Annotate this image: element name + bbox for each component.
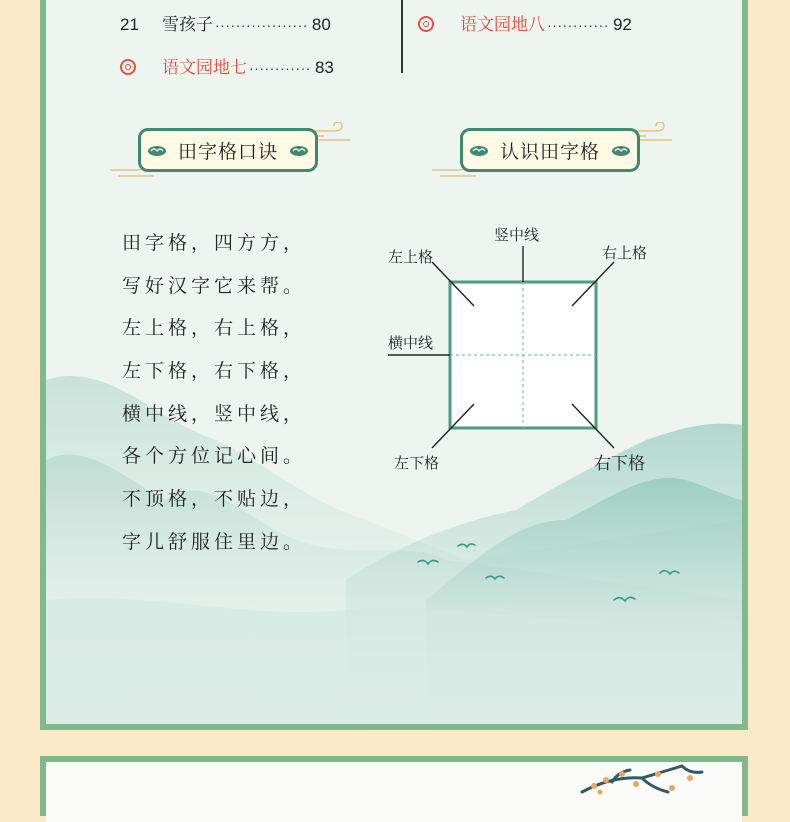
label-vertical-center-line: 竖中线 bbox=[494, 226, 540, 244]
badge-title: 认识田字格 bbox=[499, 140, 600, 163]
page-content bbox=[46, 0, 742, 724]
label-bottom-left-cell: 左下格 bbox=[394, 454, 440, 472]
toc-divider bbox=[401, 0, 403, 73]
toc-page-number: 80 bbox=[311, 15, 331, 34]
badge-box bbox=[460, 128, 640, 172]
poem-line: 左上格，右上格， bbox=[122, 317, 307, 340]
toc-title: 雪孩子 bbox=[162, 15, 213, 35]
poem-line: 写好汉字它来帮。 bbox=[122, 274, 307, 297]
toc-item-yuwen-8[interactable] bbox=[418, 10, 632, 34]
poem-line: 不顶格，不贴边， bbox=[122, 488, 307, 511]
toc-item-yuwen-7[interactable] bbox=[120, 53, 334, 77]
toc-page-number: 83 bbox=[314, 58, 334, 77]
label-top-left-cell: 左上格 bbox=[388, 248, 434, 266]
toc-leader: ·················· bbox=[215, 17, 308, 33]
label-horizontal-center-line: 横中线 bbox=[388, 334, 434, 352]
section-badge-mnemonic bbox=[124, 128, 346, 172]
toc-leader: ············ bbox=[547, 17, 609, 33]
page-frame bbox=[40, 0, 748, 730]
toc-page-number: 92 bbox=[612, 15, 632, 34]
poem-line: 各个方位记心间。 bbox=[122, 445, 307, 468]
cloud-ornament-icon bbox=[289, 143, 309, 157]
poem-line: 横中线，竖中线， bbox=[122, 402, 307, 425]
branch-icon bbox=[572, 762, 712, 802]
toc-item-xuehaizi[interactable] bbox=[120, 10, 331, 34]
cloud-ornament-icon bbox=[147, 143, 167, 157]
poem-line: 田字格，四方方， bbox=[122, 232, 307, 254]
next-page-content bbox=[46, 762, 742, 822]
double-circle-icon bbox=[120, 59, 136, 75]
double-circle-icon bbox=[418, 16, 434, 32]
mnemonic-poem bbox=[122, 222, 306, 564]
label-bottom-right-cell: 右下格 bbox=[594, 454, 645, 474]
toc-leader: ············ bbox=[249, 60, 311, 76]
section-badge-grid bbox=[446, 128, 668, 172]
cloud-ornament-icon bbox=[611, 143, 631, 157]
badge-box bbox=[138, 128, 318, 172]
toc-title: 语文园地八 bbox=[460, 15, 545, 35]
toc-number: 21 bbox=[120, 15, 139, 34]
next-page-frame bbox=[40, 756, 748, 816]
label-top-right-cell: 右上格 bbox=[602, 244, 648, 262]
poem-line: 左下格，右下格， bbox=[122, 360, 307, 383]
toc-title: 语文园地七 bbox=[162, 58, 247, 78]
poem-line: 字儿舒服住里边。 bbox=[122, 530, 307, 553]
cloud-ornament-icon bbox=[469, 143, 489, 157]
badge-title: 田字格口诀 bbox=[177, 140, 278, 163]
